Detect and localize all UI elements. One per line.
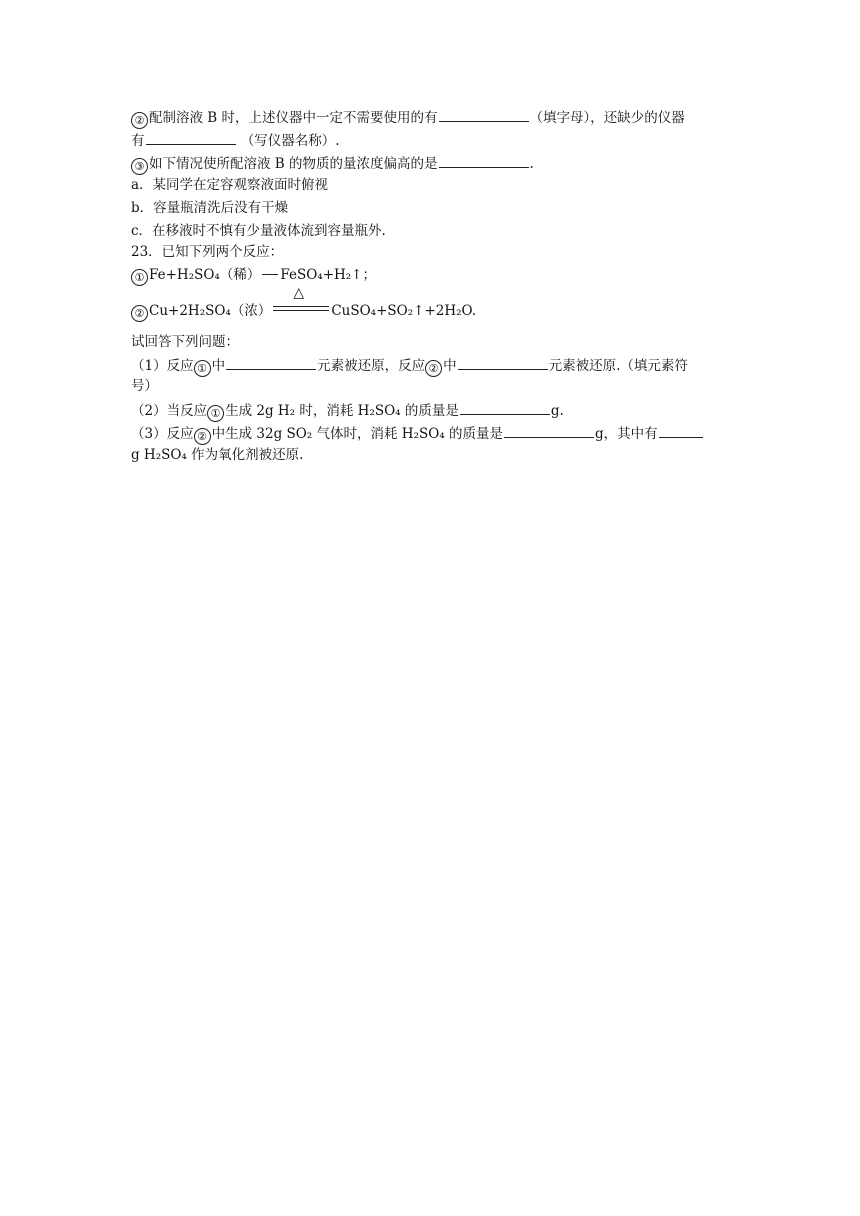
part1-text-c: 元素被还原，反应: [317, 358, 426, 374]
q22-item2-text-d: （写仪器名称）.: [240, 133, 340, 149]
q23-part3-line2: g H₂SO₄ 作为氧化剂被还原.: [131, 447, 304, 463]
q22-item2-text-a: 配制溶液 B 时，上述仪器中一定不需要使用的有: [149, 110, 438, 126]
circled-number-3: ③: [131, 158, 148, 175]
part3-text-c: g，其中有: [595, 426, 658, 442]
q23-prompt: 试回答下列问题：: [131, 334, 239, 350]
part2-text-c: g.: [550, 403, 564, 419]
answer-blank[interactable]: [659, 423, 703, 438]
q23-part3-line1: [131, 423, 704, 445]
answer-blank[interactable]: [458, 355, 548, 370]
answer-blank[interactable]: [226, 355, 316, 370]
part1-text-b: 中: [211, 358, 226, 374]
part1-text-e: 元素被还原.（填元素符: [548, 358, 688, 374]
q22-item2-text-b: （填字母），还缺少的仪器: [529, 110, 685, 126]
q22-item3-line: [131, 153, 534, 175]
part2-text-a: （2）当反应: [131, 403, 208, 419]
answer-blank[interactable]: [146, 130, 236, 145]
q22-item3-text-a: 如下情况使所配溶液 B 的物质的量浓度偏高的是: [149, 156, 438, 172]
q22-item2-text-c: 有: [131, 133, 145, 149]
reaction-2-left: Cu+2H₂SO₄（浓）: [149, 303, 272, 319]
circled-number-1: ①: [131, 269, 148, 286]
part1-text-d: 中: [443, 358, 457, 374]
q22-item2-line1: [131, 107, 685, 129]
q22-item2-line2: [131, 130, 340, 150]
option-b: b．容量瓶清洗后没有干燥: [131, 200, 289, 216]
answer-blank[interactable]: [439, 153, 529, 168]
circled-number-2: ②: [131, 305, 148, 322]
reaction-arrow: [262, 274, 278, 275]
q22-item3-text-b: .: [529, 156, 534, 172]
option-c: c．在移液时不慎有少量液体流到容量瓶外.: [131, 223, 386, 239]
option-a: a．某同学在定容观察液面时俯视: [131, 177, 329, 193]
heat-triangle-icon: △: [293, 285, 305, 301]
q23-part2: [131, 400, 564, 422]
answer-blank[interactable]: [460, 400, 550, 415]
circled-number-2: ②: [194, 428, 211, 445]
answer-blank[interactable]: [439, 107, 529, 122]
q23-part1-line1: [131, 355, 688, 377]
part1-text-a: （1）反应: [131, 358, 194, 374]
part3-text-b: 中生成 32g SO₂ 气体时，消耗 H₂SO₄ 的质量是: [211, 426, 504, 442]
circled-number-2: ②: [425, 360, 442, 377]
reaction-2: [131, 285, 477, 322]
q23-stem: 23．已知下列两个反应：: [131, 244, 284, 260]
circled-number-1: ①: [207, 405, 224, 422]
reaction-1: [131, 266, 376, 286]
part3-text-a: （3）反应: [131, 426, 194, 442]
heating-condition-equals: [273, 285, 329, 318]
answer-blank[interactable]: [504, 423, 594, 438]
q23-part1-line2: 号）: [131, 378, 158, 394]
reaction-2-right: CuSO₄+SO₂↑+2H₂O.: [331, 303, 477, 319]
circled-number-1: ①: [194, 360, 211, 377]
reaction-1-right: FeSO₄+H₂↑；: [280, 267, 376, 283]
reaction-1-left: Fe+H₂SO₄（稀）: [149, 267, 261, 283]
part2-text-b: 生成 2g H₂ 时，消耗 H₂SO₄ 的质量是: [225, 403, 459, 419]
circled-number-2: ②: [131, 112, 148, 129]
